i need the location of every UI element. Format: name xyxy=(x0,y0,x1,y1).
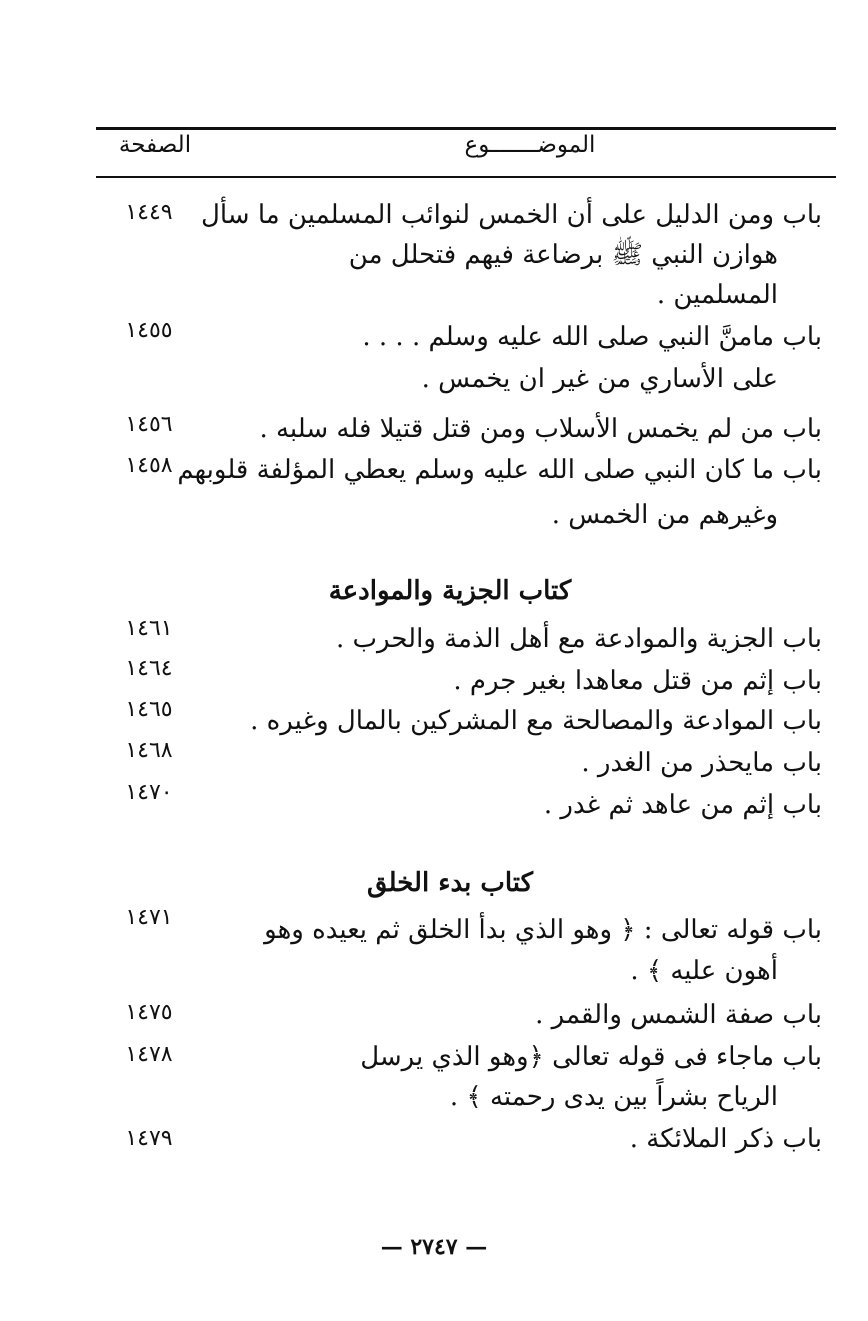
entry-page-number: ١٤٦٤ xyxy=(125,656,173,681)
entry-page-number: ١٤٦٥ xyxy=(125,697,173,722)
page-column-header: الصفحة xyxy=(118,132,192,158)
entry-line: باب من لم يخمس الأسلاب ومن قتل قتيلا فله سلبه . xyxy=(259,414,822,444)
entry-page-number: ١٤٥٦ xyxy=(125,412,173,437)
entry-line: باب ذكر الملائكة . xyxy=(629,1124,822,1154)
entry-line: أهون عليه ﴾ . xyxy=(630,956,778,986)
entry-page-number: ١٤٦١ xyxy=(125,616,173,641)
entry-line: الرياح بشراً بين يدى رحمته ﴾ . xyxy=(449,1082,778,1112)
entry-line: باب مامنَّ النبي صلى الله عليه وسلم . . . . xyxy=(362,322,822,352)
section-title: كتاب بدء الخلق xyxy=(366,868,534,898)
entry-line: باب إثم من قتل معاهدا بغير جرم . xyxy=(453,666,822,696)
entry-line: باب قوله تعالى : ﴿ وهو الذي بدأ الخلق ثم يعيده وهو xyxy=(264,915,822,945)
entry-page-number: ١٤٧٩ xyxy=(125,1126,173,1151)
entry-line: المسلمين . xyxy=(656,280,778,310)
entry-page-number: ١٤٧٠ xyxy=(125,780,173,805)
entry-line: باب الجزية والموادعة مع أهل الذمة والحرب . xyxy=(336,624,822,654)
entry-page-number: ١٤٧٥ xyxy=(125,1000,173,1025)
header-top-rule xyxy=(96,127,836,130)
entry-line: باب صفة الشمس والقمر . xyxy=(535,1000,822,1030)
entry-line: باب ومن الدليل على أن الخمس لنوائب المسلمين ما سأل xyxy=(200,200,822,230)
entry-line: باب مايحذر من الغدر . xyxy=(581,748,822,778)
entry-page-number: ١٤٥٨ xyxy=(125,453,173,478)
entry-line: على الأساري من غير ان يخمس . xyxy=(421,364,778,394)
header-bottom-rule xyxy=(96,176,836,178)
entry-page-number: ١٤٦٨ xyxy=(125,738,173,763)
entry-line: باب ما كان النبي صلى الله عليه وسلم يعطي المؤلفة قلوبهم xyxy=(177,455,822,485)
footer-page-number: — ٢٧٤٧ — xyxy=(380,1234,488,1260)
entry-page-number: ١٤٧١ xyxy=(125,905,173,930)
entry-page-number: ١٤٧٨ xyxy=(125,1042,173,1067)
entry-page-number: ١٤٥٥ xyxy=(125,318,173,343)
entry-line: باب الموادعة والمصالحة مع المشركين بالمال وغيره . xyxy=(250,706,822,736)
entry-line: باب إثم من عاهد ثم غدر . xyxy=(543,790,822,820)
entry-line: وغيرهم من الخمس . xyxy=(551,500,778,530)
entry-line: هوازن النبي ﷺ برضاعة فيهم فتحلل من xyxy=(348,240,778,270)
section-title: كتاب الجزية والموادعة xyxy=(328,576,572,606)
topic-column-header: الموضـــــــوع xyxy=(464,132,596,158)
entry-line: باب ماجاء فى قوله تعالى ﴿وهو الذي يرسل xyxy=(360,1042,822,1072)
entry-page-number: ١٤٤٩ xyxy=(125,200,173,225)
